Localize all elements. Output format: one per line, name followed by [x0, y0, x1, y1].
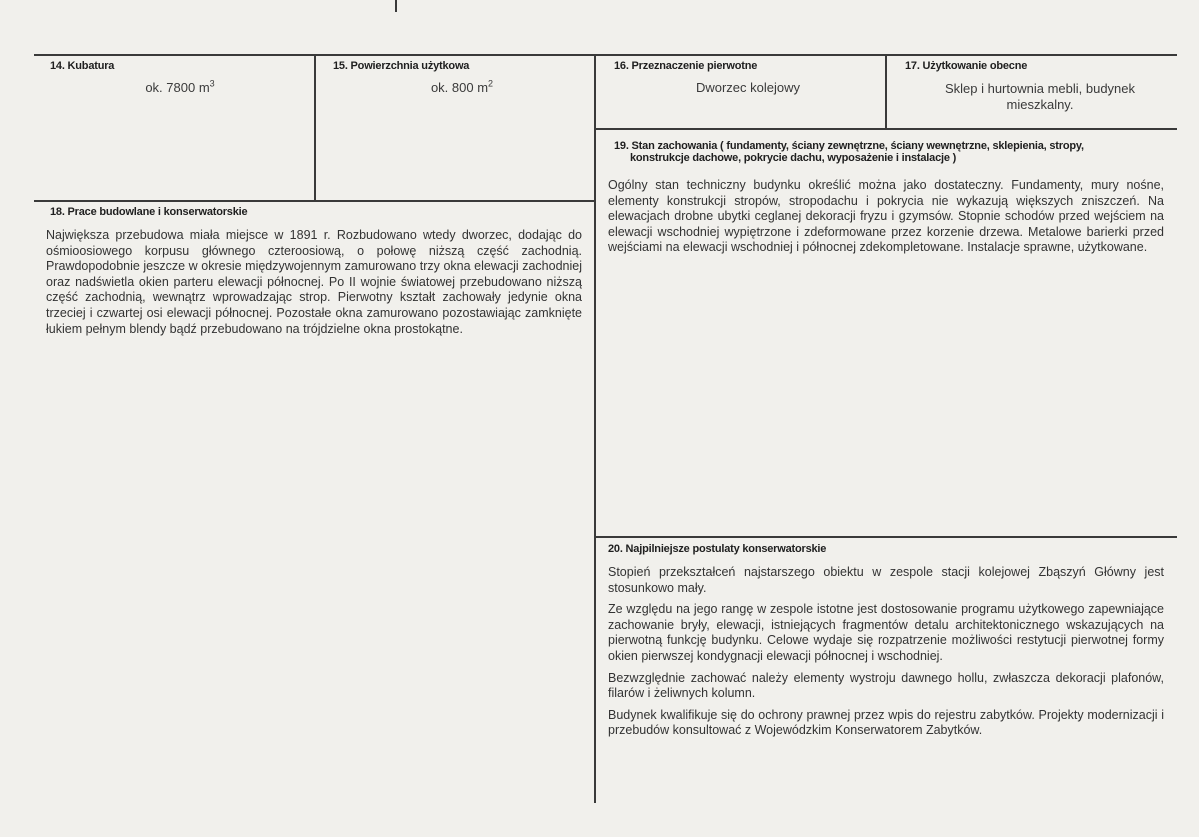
uzytkowanie-value-line-2: mieszkalny.	[1006, 97, 1074, 112]
cell-przeznaczenie	[614, 60, 882, 126]
stan-header-line-1: 19. Stan zachowania ( fundamenty, ściany zewnętrzne, ściany wewnętrzne, sklepienia, stropy,	[614, 140, 1084, 152]
cell-postulaty	[608, 543, 1164, 783]
postulaty-paragraph: Stopień przekształceń najstarszego obiektu w zespole stacji kolejowej Zbąszyń Główny jest stosunkowo mały.	[608, 565, 1164, 595]
cell-powierzchnia	[333, 60, 591, 200]
kubatura-unit-exponent: 3	[209, 78, 215, 89]
stan-header-line-2: konstrukcje dachowe, pokrycie dachu, wyposażenie i instalacje )	[630, 152, 957, 164]
powierzchnia-unit-exponent: 2	[488, 78, 494, 89]
postulaty-paragraph: Budynek kwalifikuje się do ochrony prawnej przez wpis do rejestru zabytków. Projekty modernizacji i przebudów konsultować z Wojewódzkim Konserwatorem Zabytków.	[608, 707, 1164, 738]
cell-stan-zachowania	[608, 140, 1164, 530]
powierzchnia-header: 15. Powierzchnia użytkowa	[333, 60, 470, 72]
postulaty-paragraph: Ze względu na jego rangę w zespole istotne jest dostosowanie programu użytkowego zapewniające zachowanie bryły, elewacji, istniejących fragmentów detalu architektonicznego wskazujących na pierwotną funkcję budynku. Celowe wydaje się rozpatrzenie możliwości restytucji pierwotnej formy okien pierwszej kondygnacji elewacji północnej i wschodniej.	[608, 602, 1164, 663]
przeznaczenie-header: 16. Przeznaczenie pierwotne	[614, 60, 758, 72]
cell-prace-budowlane	[46, 206, 582, 406]
postulaty-header: 20. Najpilniejsze postulaty konserwatorskie	[608, 543, 827, 555]
divider-14-15	[314, 55, 316, 201]
powierzchnia-value	[333, 80, 591, 96]
right-row-rule-2	[595, 536, 1177, 538]
kubatura-value-text: ok. 7800 m	[145, 80, 210, 95]
uzytkowanie-value-line-1: Sklep i hurtownia mebli, budynek	[944, 81, 1136, 96]
stan-text: Ogólny stan techniczny budynku określić można jako dostateczny. Fundamenty, mury nośne, elementy konstrukcji stropów, stropodachu i pokrycia nie wykazują większych zniszczeń. Na elewacjach drobne ubytki ceglanej dekoracji fryzu i gzymsów. Stopnie schodów przed wejściem na elewacji wschodniej wypiętrzone i zdeformowane przez korzenie drzewa. Metalowe barierki przed wejściami na elewacji wschodniej i północnej zdekompletowane. Instalacje sprawne, użytkowane.	[608, 178, 1164, 255]
center-divider	[594, 55, 596, 803]
postulaty-paragraph: Bezwzględnie zachować należy elementy wystroju dawnego hollu, zwłaszcza dekoracji plafonów, filarów i żeliwnych kolumn.	[608, 670, 1164, 701]
kubatura-header: 14. Kubatura	[50, 60, 115, 72]
uzytkowanie-value	[905, 81, 1175, 113]
top-scan-tick	[395, 0, 397, 12]
prace-text: Największa przebudowa miała miejsce w 1891 r. Rozbudowano wtedy dworzec, dodając do ośmioosiowego korpusu głównego czteroosiową, o połowę niższą część zachodnią. Prawdopodobnie jeszcze w okresie międzywojennym zamurowano trzy okna elewacji zachodniej oraz nadświetla okien parteru elewacji północnej. Po II wojnie światowej przebudowano niższą część zachodnią, wewnątrz wprowadzając strop. Pierwotny kształt zachowały jedynie okna trzeciej i czwartej osi elewacji północnej. Pozostałe okna zamurowano pozostawiając zamknięte łukiem pełnym blendy bądź przebudowano na trójdzielne okna prostokątne.	[46, 228, 582, 336]
kubatura-value	[50, 80, 310, 96]
cell-kubatura	[50, 60, 310, 200]
divider-16-17	[885, 55, 887, 129]
uzytkowanie-header: 17. Użytkowanie obecne	[905, 60, 1028, 72]
postulaty-text	[608, 565, 1164, 739]
powierzchnia-value-text: ok. 800 m	[430, 80, 489, 95]
cell-uzytkowanie	[905, 60, 1175, 126]
top-rule	[34, 54, 1177, 56]
przeznaczenie-value: Dworzec kolejowy	[695, 80, 801, 95]
left-row-rule	[34, 200, 595, 202]
right-row-rule-1	[595, 128, 1177, 130]
prace-header: 18. Prace budowlane i konserwatorskie	[50, 206, 248, 218]
